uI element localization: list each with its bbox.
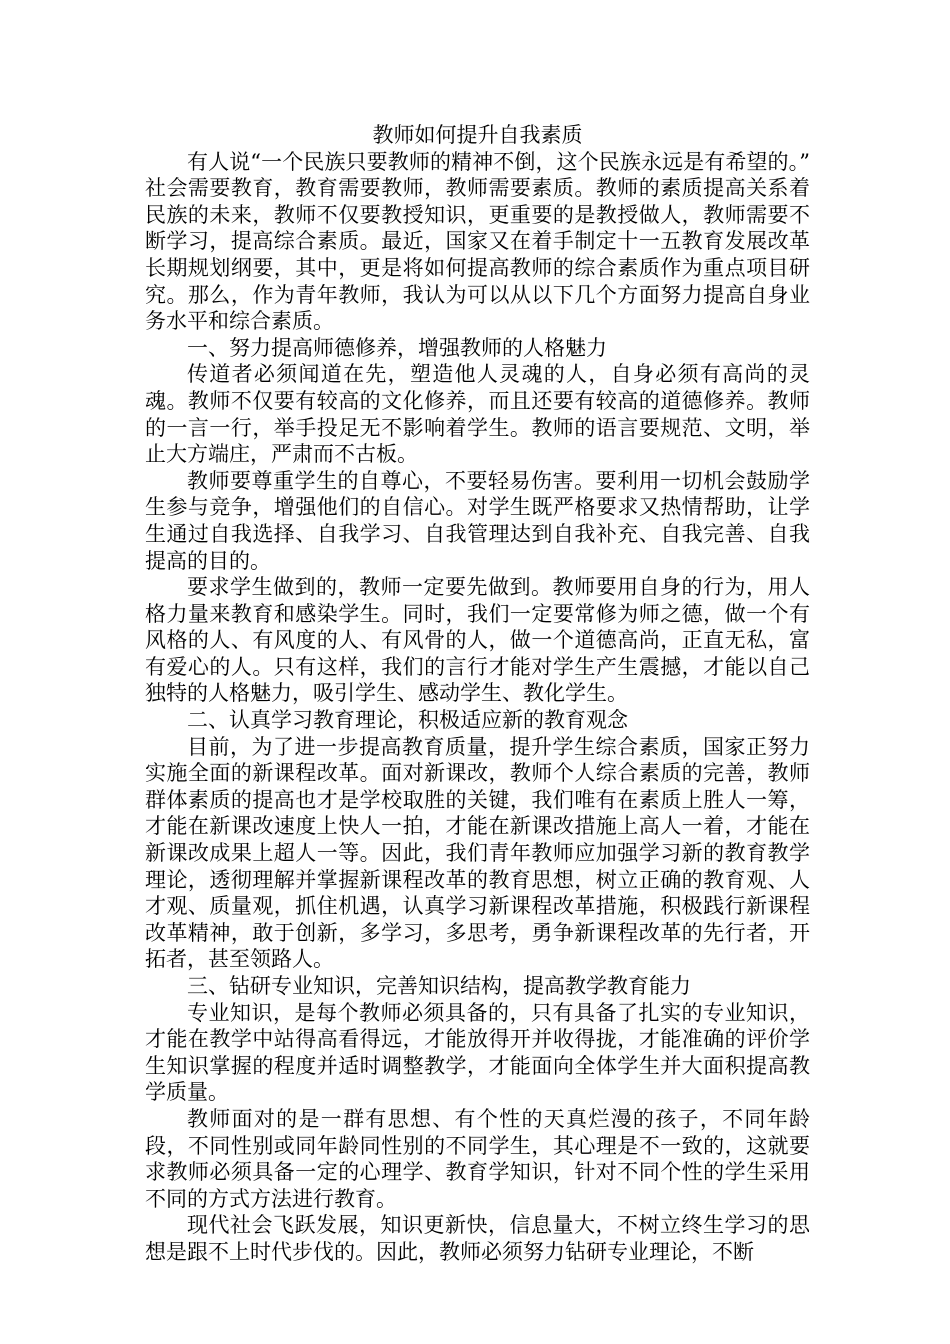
- section-heading-1: 一、努力提高师德修养，增强教师的人格魅力: [187, 335, 607, 360]
- paragraph: 目前，为了进一步提高教育质量，提升学生综合素质，国家正努力实施全面的新课程改革。面对新课改，教师个人综合素质的完善，教师群体素质的提高也才是学校取胜的关键，我们唯有在素质上胜人一筹，才能在新课改速度上快人一拍，才能在新课改措施上高人一着，才能在新课改成果上超人一等。因此，我们青年教师应加强学习新的教育教学理论，透彻理解并掌握新课程改革的教育思想，树立正确的教育观、人才观、质量观，抓住机遇，认真学习新课程改革措施，积极践行新课程改革精神，敢于创新，多学习，多思考，勇争新课程改革的先行者，开拓者，甚至领路人。: [145, 734, 810, 972]
- paragraph: 传道者必须闻道在先，塑造他人灵魂的人，自身必须有高尚的灵魂。教师不仅要有较高的文化修养，而且还要有较高的道德修养。教师的一言一行，举手投足无不影响着学生。教师的语言要规范、文明，举止大方端庄，严肃而不古板。: [145, 362, 810, 467]
- paragraph-intro: 有人说“一个民族只要教师的精神不倒，这个民族永远是有希望的。” 社会需要教育，教育需要教师，教师需要素质。教师的素质提高关系着民族的未来，教师不仅要教授知识，更重要的是教授做人，教师需要不断学习，提高综合素质。最近，国家又在着手制定十一五教育发展改革长期规划纲要，其中，更是将如何提高教师的综合素质作为重点项目研究。那么，作为青年教师，我认为可以从以下几个方面努力提高自身业务水平和综合素质。: [145, 149, 810, 334]
- document-title: 教师如何提升自我素质: [372, 123, 583, 147]
- paragraph: 教师面对的是一群有思想、有个性的天真烂漫的孩子，不同年龄段，不同性别或同年龄同性别的不同学生，其心理是不一致的，这就要求教师必须具备一定的心理学、教育学知识，针对不同个性的学生采用不同的方式方法进行教育。: [145, 1106, 810, 1211]
- section-heading-3: 三、钻研专业知识，完善知识结构，提高教学教育能力: [187, 974, 691, 998]
- paragraph: 专业知识，是每个教师必须具备的，只有具备了扎实的专业知识，才能在教学中站得高看得远，才能放得开并收得拢，才能准确的评价学生知识掌握的程度并适时调整教学，才能面向全体学生并大面积提高教学质量。: [145, 1000, 810, 1105]
- section-heading-2: 二、认真学习教育理论，积极适应新的教育观念: [187, 708, 628, 733]
- paragraph: 现代社会飞跃发展，知识更新快，信息量大，不树立终生学习的思想是跟不上时代步伐的。因此，教师必须努力钻研专业理论，不断: [145, 1213, 810, 1264]
- paragraph: 教师要尊重学生的自尊心，不要轻易伤害。要利用一切机会鼓励学生参与竞争，增强他们的自信心。对学生既严格要求又热情帮助，让学生通过自我选择、自我学习、自我管理达到自我补充、自我完善、自我提高的目的。: [145, 468, 810, 573]
- paragraph: 要求学生做到的，教师一定要先做到。教师要用自身的行为，用人格力量来教育和感染学生。同时，我们一定要常修为师之德，做一个有风格的人、有风度的人、有风骨的人，做一个道德高尚，正直无私，富有爱心的人。只有这样，我们的言行才能对学生产生震撼，才能以自己独特的人格魅力，吸引学生、感动学生、教化学生。: [145, 575, 810, 706]
- document-body: [145, 122, 810, 1266]
